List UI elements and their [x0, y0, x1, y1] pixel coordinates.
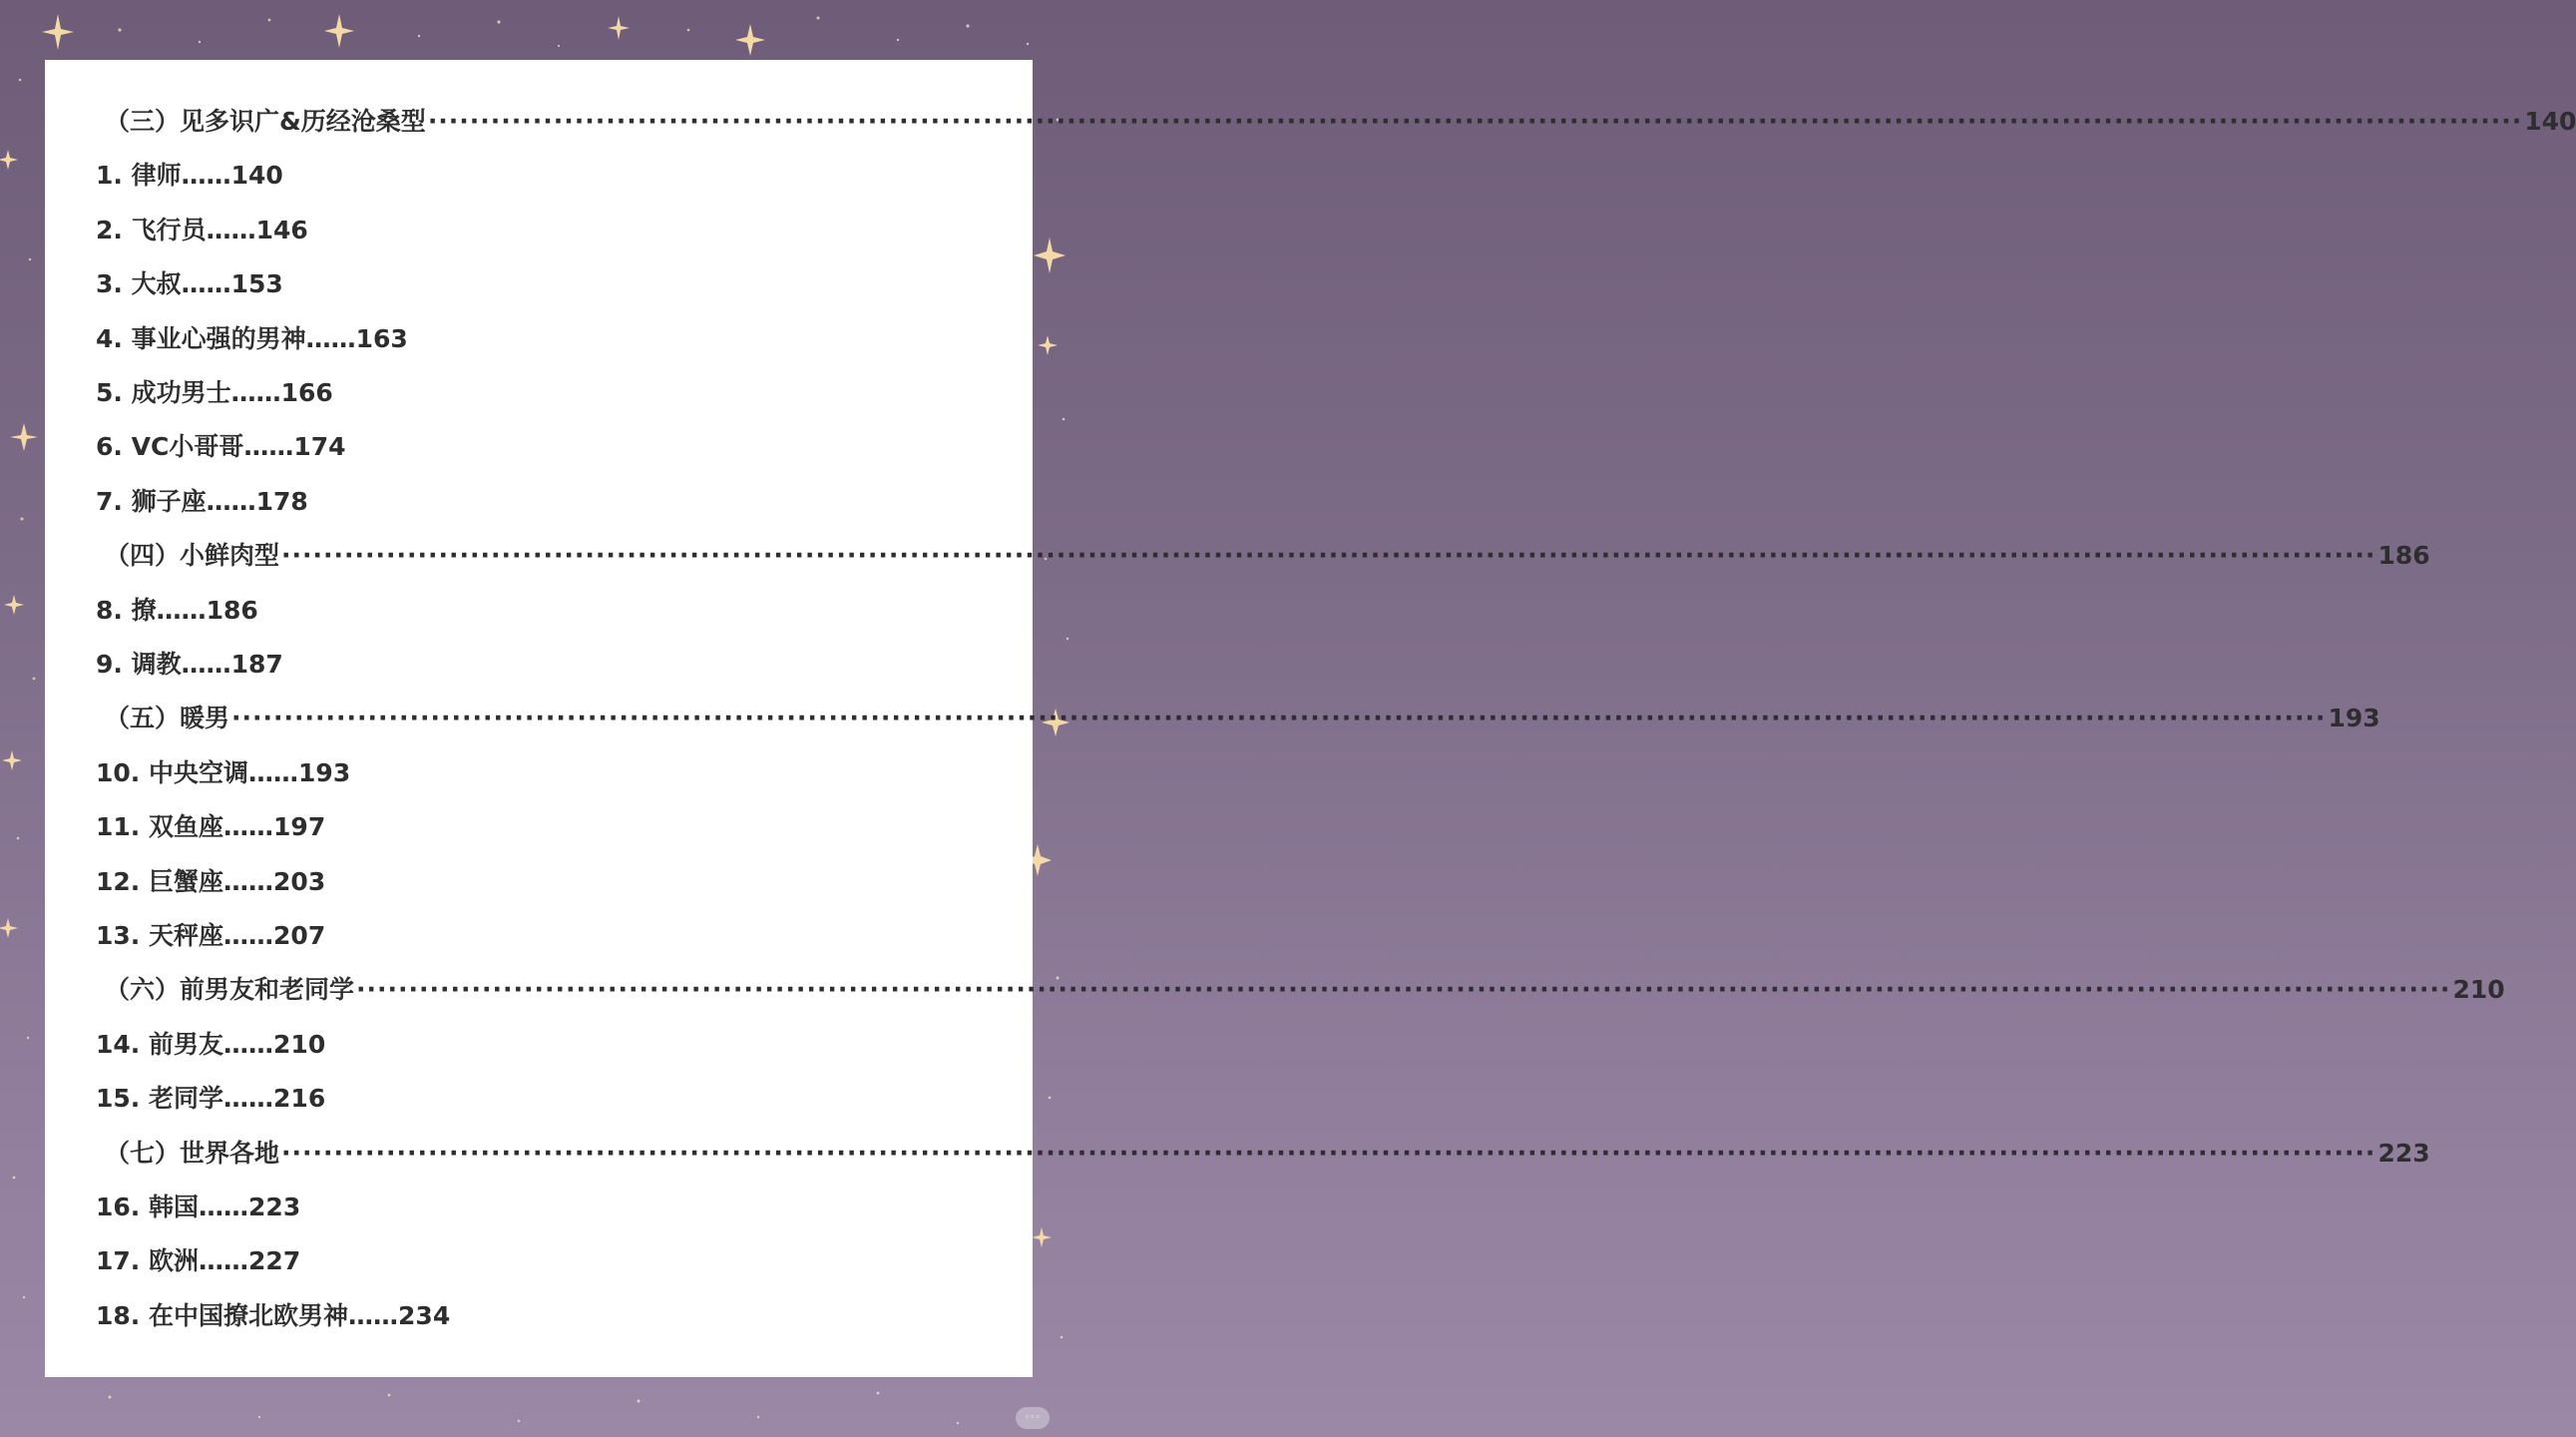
entry-title: 律师 [131, 161, 182, 190]
toc-entry [96, 593, 994, 629]
sparkle-icon [0, 150, 18, 170]
entry-number: 16. [96, 1193, 141, 1221]
entry-number: 18. [96, 1301, 141, 1330]
dot-leader: …… [199, 1246, 249, 1275]
entry-number: 7. [96, 487, 123, 516]
entry-title: 调教 [131, 650, 182, 679]
entry-number: 9. [96, 650, 123, 679]
toc-entry [96, 375, 994, 411]
entry-title: 狮子座 [131, 487, 207, 516]
entry-title: 撩 [131, 596, 157, 625]
sparkle-icon [1032, 1227, 1052, 1247]
dot-leader: …… [181, 650, 231, 679]
page-number: 227 [248, 1246, 301, 1275]
page-number: 146 [255, 216, 308, 244]
entry-number: 12. [96, 867, 141, 896]
page-number: 186 [206, 596, 258, 625]
dot-leader: …… [223, 1084, 274, 1113]
page-number: 140 [2524, 107, 2576, 136]
page-number: 166 [280, 378, 333, 407]
page-number: 207 [273, 921, 326, 950]
toc-entry [96, 809, 994, 845]
page-number: 216 [273, 1084, 326, 1113]
section-title: （七）世界各地 [105, 1139, 280, 1168]
watermark-badge: ◦◦◦ [1016, 1407, 1050, 1429]
toc-entry [96, 918, 994, 954]
entry-title: 双鱼座 [149, 812, 224, 841]
entry-title: 在中国撩北欧男神 [149, 1301, 349, 1330]
section-title: （六）前男友和老同学 [105, 975, 355, 1004]
page-number: 153 [230, 269, 283, 298]
page-number: 210 [273, 1030, 326, 1059]
dot-leader: ········································································································································································································ [231, 704, 2327, 732]
entry-number: 15. [96, 1084, 141, 1113]
dot-leader: …… [243, 432, 294, 461]
toc-entry [96, 1298, 994, 1334]
dot-leader: …… [223, 867, 274, 896]
toc-entry [96, 1190, 994, 1225]
toc-section-heading [105, 701, 2380, 736]
page-number: 140 [230, 161, 283, 190]
dot-leader: ········································································································································································································ [281, 541, 2376, 570]
section-title: （三）见多识广&历经沧桑型 [105, 107, 426, 136]
toc-entry [96, 1027, 994, 1063]
dot-leader: …… [181, 161, 231, 190]
dot-leader: …… [305, 324, 356, 353]
entry-title: 成功男士 [131, 378, 231, 407]
toc-entry [96, 321, 994, 357]
entry-title: 事业心强的男神 [131, 324, 306, 353]
entry-title: 飞行员 [131, 216, 207, 244]
dot-leader: …… [156, 596, 207, 625]
entry-number: 1. [96, 161, 123, 190]
page-number: 187 [230, 650, 283, 679]
dot-leader: …… [230, 378, 281, 407]
page-number: 203 [273, 867, 326, 896]
toc-entry [96, 266, 994, 302]
dot-leader: …… [223, 812, 274, 841]
sparkle-icon [324, 14, 354, 48]
dot-leader: ········································································································································································································ [281, 1139, 2376, 1168]
entry-title: 韩国 [149, 1193, 200, 1221]
toc-entry [96, 429, 994, 465]
page-number: 163 [355, 324, 408, 353]
toc-entry [96, 647, 994, 683]
entry-number: 4. [96, 324, 123, 353]
sparkle-icon [2, 750, 22, 770]
sparkle-icon [608, 16, 630, 40]
page-number: 178 [255, 487, 308, 516]
dot-leader: …… [199, 1193, 249, 1221]
toc-section-heading [105, 104, 2576, 140]
toc-entry [96, 484, 994, 520]
dot-leader: ········································································································································································································ [356, 975, 2451, 1004]
toc-section-heading [105, 1136, 2430, 1172]
entry-title: 中央空调 [149, 758, 249, 787]
dot-leader: …… [348, 1301, 399, 1330]
sparkle-icon [42, 14, 74, 50]
section-title: （五）暖男 [105, 704, 230, 732]
entry-number: 11. [96, 812, 141, 841]
sparkle-icon [1034, 238, 1066, 273]
dot-leader: ········································································································································································································ [427, 107, 2523, 136]
toc-entry [96, 158, 994, 194]
entry-number: 17. [96, 1246, 141, 1275]
toc-entry [96, 1081, 994, 1117]
page-number: 174 [293, 432, 346, 461]
entry-number: 2. [96, 216, 123, 244]
page-number: 223 [2377, 1139, 2430, 1168]
toc-entry [96, 755, 994, 791]
page-number: 223 [248, 1193, 301, 1221]
page-number: 197 [273, 812, 326, 841]
entry-title: 大叔 [131, 269, 182, 298]
toc-section-heading [105, 538, 2430, 574]
entry-number: 5. [96, 378, 123, 407]
entry-number: 10. [96, 758, 141, 787]
page-number: 186 [2377, 541, 2430, 570]
entry-number: 13. [96, 921, 141, 950]
entry-number: 8. [96, 596, 123, 625]
page-number: 193 [298, 758, 351, 787]
toc-page [45, 60, 2576, 1377]
entry-title: 欧洲 [149, 1246, 200, 1275]
entry-title: 老同学 [149, 1084, 224, 1113]
entry-title: VC小哥哥 [131, 432, 244, 461]
page-number: 210 [2452, 975, 2505, 1004]
sparkle-icon [0, 918, 18, 938]
toc-entry [96, 213, 994, 248]
dot-leader: …… [248, 758, 299, 787]
sparkle-icon [4, 595, 24, 615]
page-number: 234 [398, 1301, 451, 1330]
entry-title: 巨蟹座 [149, 867, 224, 896]
sparkle-icon [735, 24, 765, 56]
dot-leader: …… [223, 921, 274, 950]
dot-leader: …… [206, 216, 256, 244]
dot-leader: …… [223, 1030, 274, 1059]
sparkle-icon [1038, 335, 1058, 355]
dot-leader: …… [206, 487, 256, 516]
entry-number: 6. [96, 432, 123, 461]
sparkle-icon [10, 423, 38, 451]
toc-entry [96, 864, 994, 900]
toc-section-heading [105, 972, 2505, 1008]
entry-title: 天秤座 [149, 921, 224, 950]
section-title: （四）小鲜肉型 [105, 541, 280, 570]
entry-number: 3. [96, 269, 123, 298]
toc-entry [96, 1243, 994, 1279]
entry-title: 前男友 [149, 1030, 224, 1059]
dot-leader: …… [181, 269, 231, 298]
page-number: 193 [2328, 704, 2380, 732]
entry-number: 14. [96, 1030, 141, 1059]
